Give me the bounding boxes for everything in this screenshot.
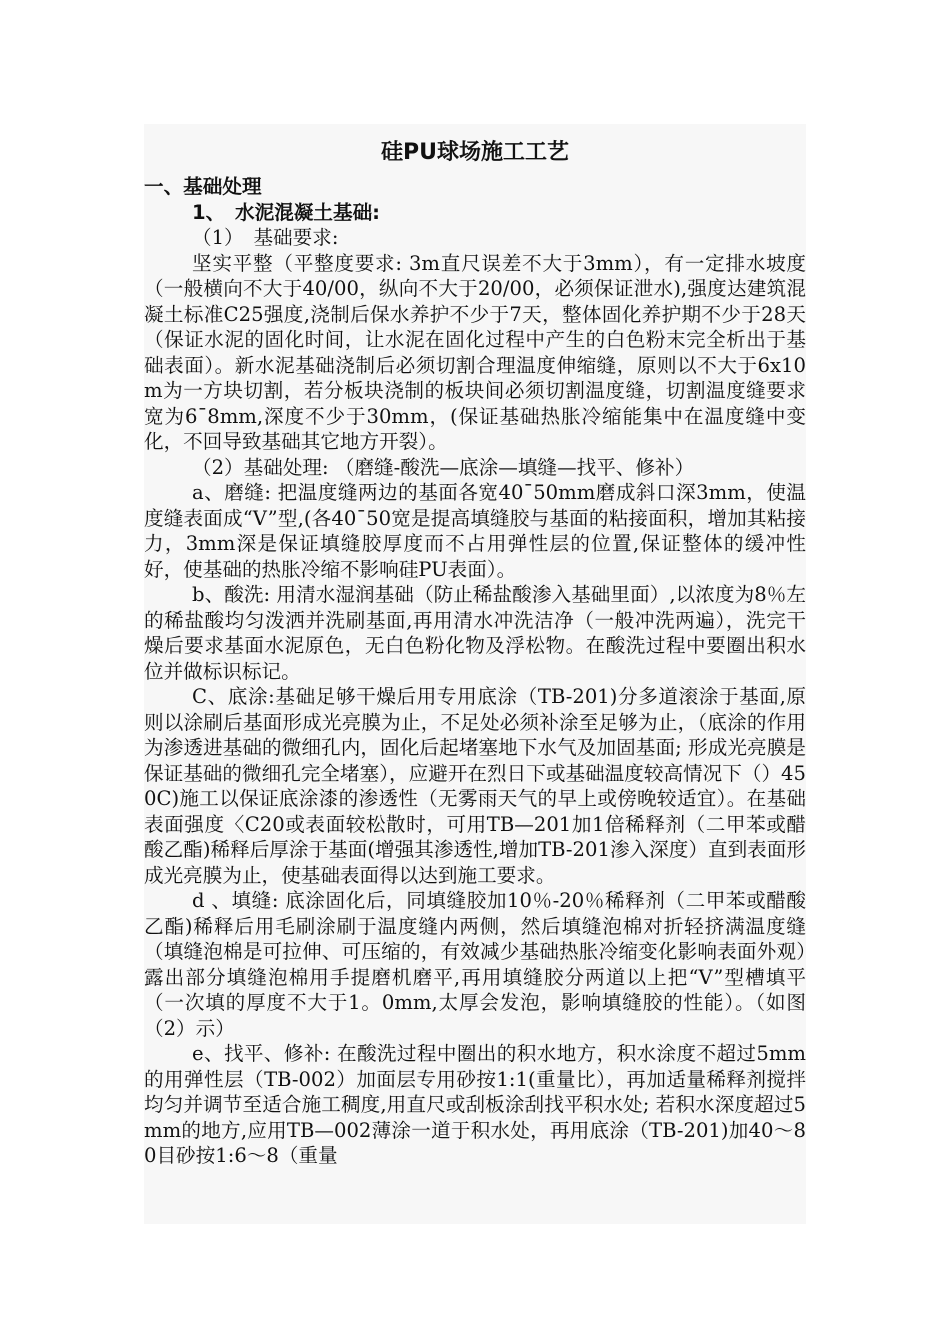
paragraph-requirements: 坚实平整（平整度要求: 3m直尺误差不大于3mm），有一定排水坡度（一般横向不大于40/00，纵向不大于20/00，必须保证泄水),强度达建筑混凝土标准C25强度,浇制后保水养护不少于7天，整体固化养护期不少于28天（保证水泥的固化时间，让水泥在固化过程中产生的白色粉末完全析出于基础表面）。新水泥基础浇制后必须切割合理温度伸缩缝，原则以不大于6x10m为一方块切割，若分板块浇制的板块间必须切割温度缝，切割温度缝要求宽为6¯8mm,深度不少于30mm，(保证基础热胀冷缩能集中在温度缝中变化，不回导致基础其它地方开裂）。 <box>144 251 806 453</box>
item-heading-treatment: （2）基础处理: （磨缝-酸洗—底涂—填缝—找平、修补） <box>192 455 695 479</box>
item-heading-requirements: （1） 基础要求: <box>192 226 339 249</box>
document-content <box>144 138 806 1169</box>
paragraph-leveling: e、找平、修补: 在酸洗过程中圈出的积水地方，积水涂度不超过5mm的用弹性层（TB-002）加面层专用砂按1:1(重量比），再加适量稀释剂搅拌均匀并调节至适合施工稠度,用直尺或刮板涂刮找平积水处; 若积水深度超过5mm的地方,应用TB—002薄涂一道于积水处，再用底涂（TB-201)加40～80目砂按1:6～8（重量 <box>144 1042 806 1167</box>
paragraph-acid-wash: b、酸洗: 用清水湿润基础（防止稀盐酸渗入基础里面）,以浓度为8％左的稀盐酸均匀泼洒并洗刷基面,再用清水冲洗洁净（一般冲洗两遍），洗完干燥后要求基面水泥原色，无白色粉化物及浮松物。在酸洗过程中要圈出积水位并做标识标记。 <box>144 583 806 683</box>
document-title: 硅PU球场施工工艺 <box>381 140 569 165</box>
paragraph-grinding: a、磨缝: 把温度缝两边的基面各宽40¯50mm磨成斜口深3mm，使温度缝表面成“V”型,(各40¯50宽是提高填缝胶与基面的粘接面积，增加其粘接力，3mm深是保证填缝胶厚度而不占用弹性层的位置,保证整体的缓冲性好，使基础的热胀冷缩不影响硅PU表面）。 <box>144 481 806 581</box>
paragraph-primer: C、底涂:基础足够干燥后用专用底涂（TB-201)分多道滚涂于基面,原则以涂刷后基面形成光亮膜为止，不足处必须补涂至足够为止，（底涂的作用为渗透进基础的微细孔内，固化后起堵塞地下水气及加固基面; 形成光亮膜是保证基础的微细孔完全堵塞），应避开在烈日下或基础温度较高情况下（）450C)施工以保证底涂漆的渗透性（无雾雨天气的早上或傍晚较适宜）。在基础表面强度〈C20或表面较松散时，可用TB—201加1倍稀释剂（二甲苯或醋酸乙酯)稀释后厚涂于基面(增强其渗透性,增加TB-201渗入深度）直到表面形成光亮膜为止，使基础表面得以达到施工要求。 <box>144 685 806 887</box>
document-page <box>144 124 806 1224</box>
section-heading: 一、基础处理 <box>144 175 262 198</box>
paragraph-joint-filling: d 、填缝: 底涂固化后，同填缝胶加10％-20％稀释剂（二甲苯或醋酸乙酯)稀释后用毛刷涂刷于温度缝内两侧，然后填缝泡棉对折轻挤满温度缝（填缝泡棉是可拉伸、可压缩的，有效减少基础热胀冷缩变化影响表面外观）露出部分填缝泡棉用手提磨机磨平,再用填缝胶分两道以上把“V”型槽填平（一次填的厚度不大于1。0mm,太厚会发泡，影响填缝胶的性能）。（如图（2）示） <box>144 889 806 1040</box>
subsection-heading: 1、 水泥混凝土基础: <box>192 200 381 224</box>
